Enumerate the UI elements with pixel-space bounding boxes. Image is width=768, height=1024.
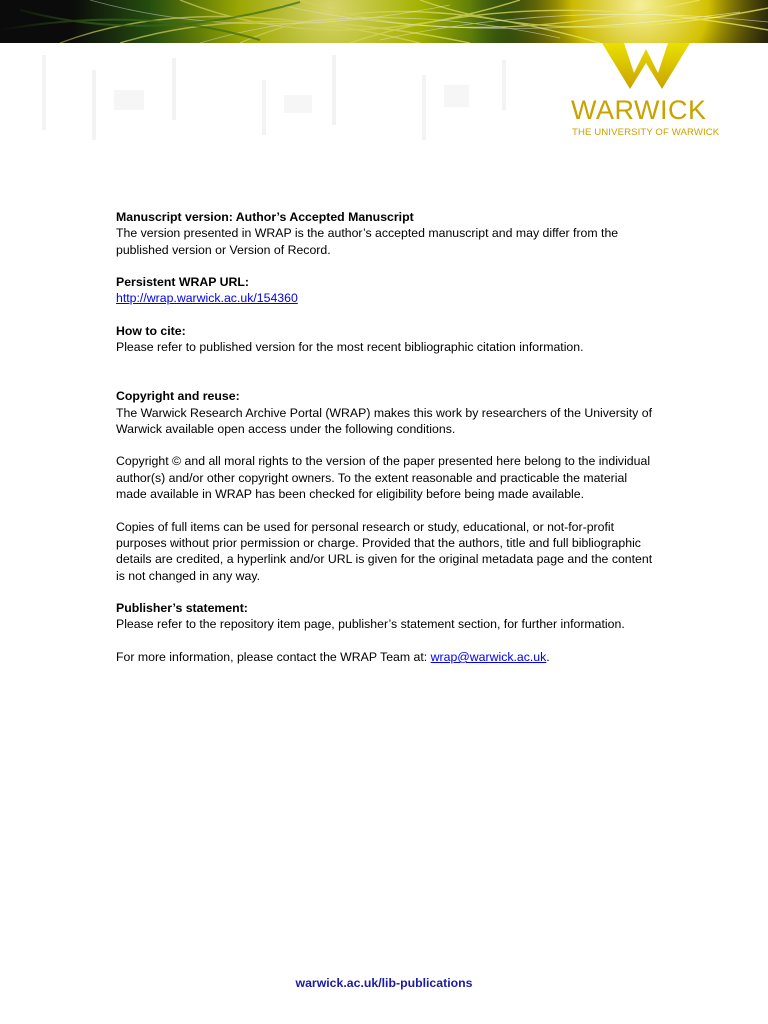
contact-email-link[interactable]: wrap@warwick.ac.uk bbox=[430, 650, 547, 665]
publisher-statement-heading: Publisher’s statement: bbox=[116, 601, 248, 616]
contact-text-suffix: . bbox=[546, 650, 550, 665]
copyright-intro-text: The Warwick Research Archive Portal (WRAP) makes this work by researchers of the University of Warwick available open access under the following conditions. bbox=[116, 405, 652, 436]
publisher-statement-section bbox=[116, 600, 661, 633]
copyright-copies-section bbox=[116, 519, 661, 584]
contact-text: For more information, please contact the WRAP Team at: bbox=[116, 650, 431, 665]
copyright-section bbox=[116, 388, 661, 437]
copyright-rights-text: Copyright © and all moral rights to the version of the paper presented here belong to the individual author(s) and/or other copyright owners. To the extent reasonable and practicable the material made available in WRAP has been checked for eligibility before being made available. bbox=[116, 454, 651, 502]
manuscript-version-section bbox=[116, 209, 661, 258]
banner-light-rays-graphic bbox=[0, 0, 768, 43]
footer-publications-link[interactable]: warwick.ac.uk/lib-publications bbox=[295, 976, 473, 990]
cover-page-content bbox=[116, 209, 661, 682]
how-to-cite-text: Please refer to published version for the most recent bibliographic citation information. bbox=[116, 340, 584, 355]
warwick-logo-mark-icon bbox=[602, 43, 690, 91]
copyright-copies-text: Copies of full items can be used for personal research or study, educational, or not-for-profit purposes without prior permission or charge. Provided that the authors, title and full bibliographic details are credited, a hyperlink and/or URL is given for the original metadata page and the content is not changed in any way. bbox=[116, 519, 653, 583]
how-to-cite-heading: How to cite: bbox=[116, 324, 186, 339]
persistent-url-heading: Persistent WRAP URL: bbox=[116, 275, 250, 290]
publisher-statement-text: Please refer to the repository item page, publisher’s statement section, for further information. bbox=[116, 617, 625, 632]
persistent-url-section bbox=[116, 274, 661, 307]
logo-subtitle: THE UNIVERSITY OF WARWICK bbox=[572, 127, 720, 138]
header-banner bbox=[0, 0, 768, 43]
logo-wordmark: WARWICK bbox=[571, 95, 707, 125]
watermark-graphic bbox=[34, 50, 594, 145]
how-to-cite-section bbox=[116, 323, 661, 356]
manuscript-version-heading: Manuscript version: Author’s Accepted Manuscript bbox=[116, 210, 414, 224]
manuscript-version-text: The version presented in WRAP is the author’s accepted manuscript and may differ from the published version or Version of Record. bbox=[116, 226, 619, 257]
contact-section bbox=[116, 649, 661, 665]
copyright-heading: Copyright and reuse: bbox=[116, 389, 240, 404]
persistent-url-link[interactable]: http://wrap.warwick.ac.uk/154360 bbox=[116, 291, 298, 306]
copyright-rights-section bbox=[116, 453, 661, 502]
warwick-logo bbox=[566, 43, 726, 143]
